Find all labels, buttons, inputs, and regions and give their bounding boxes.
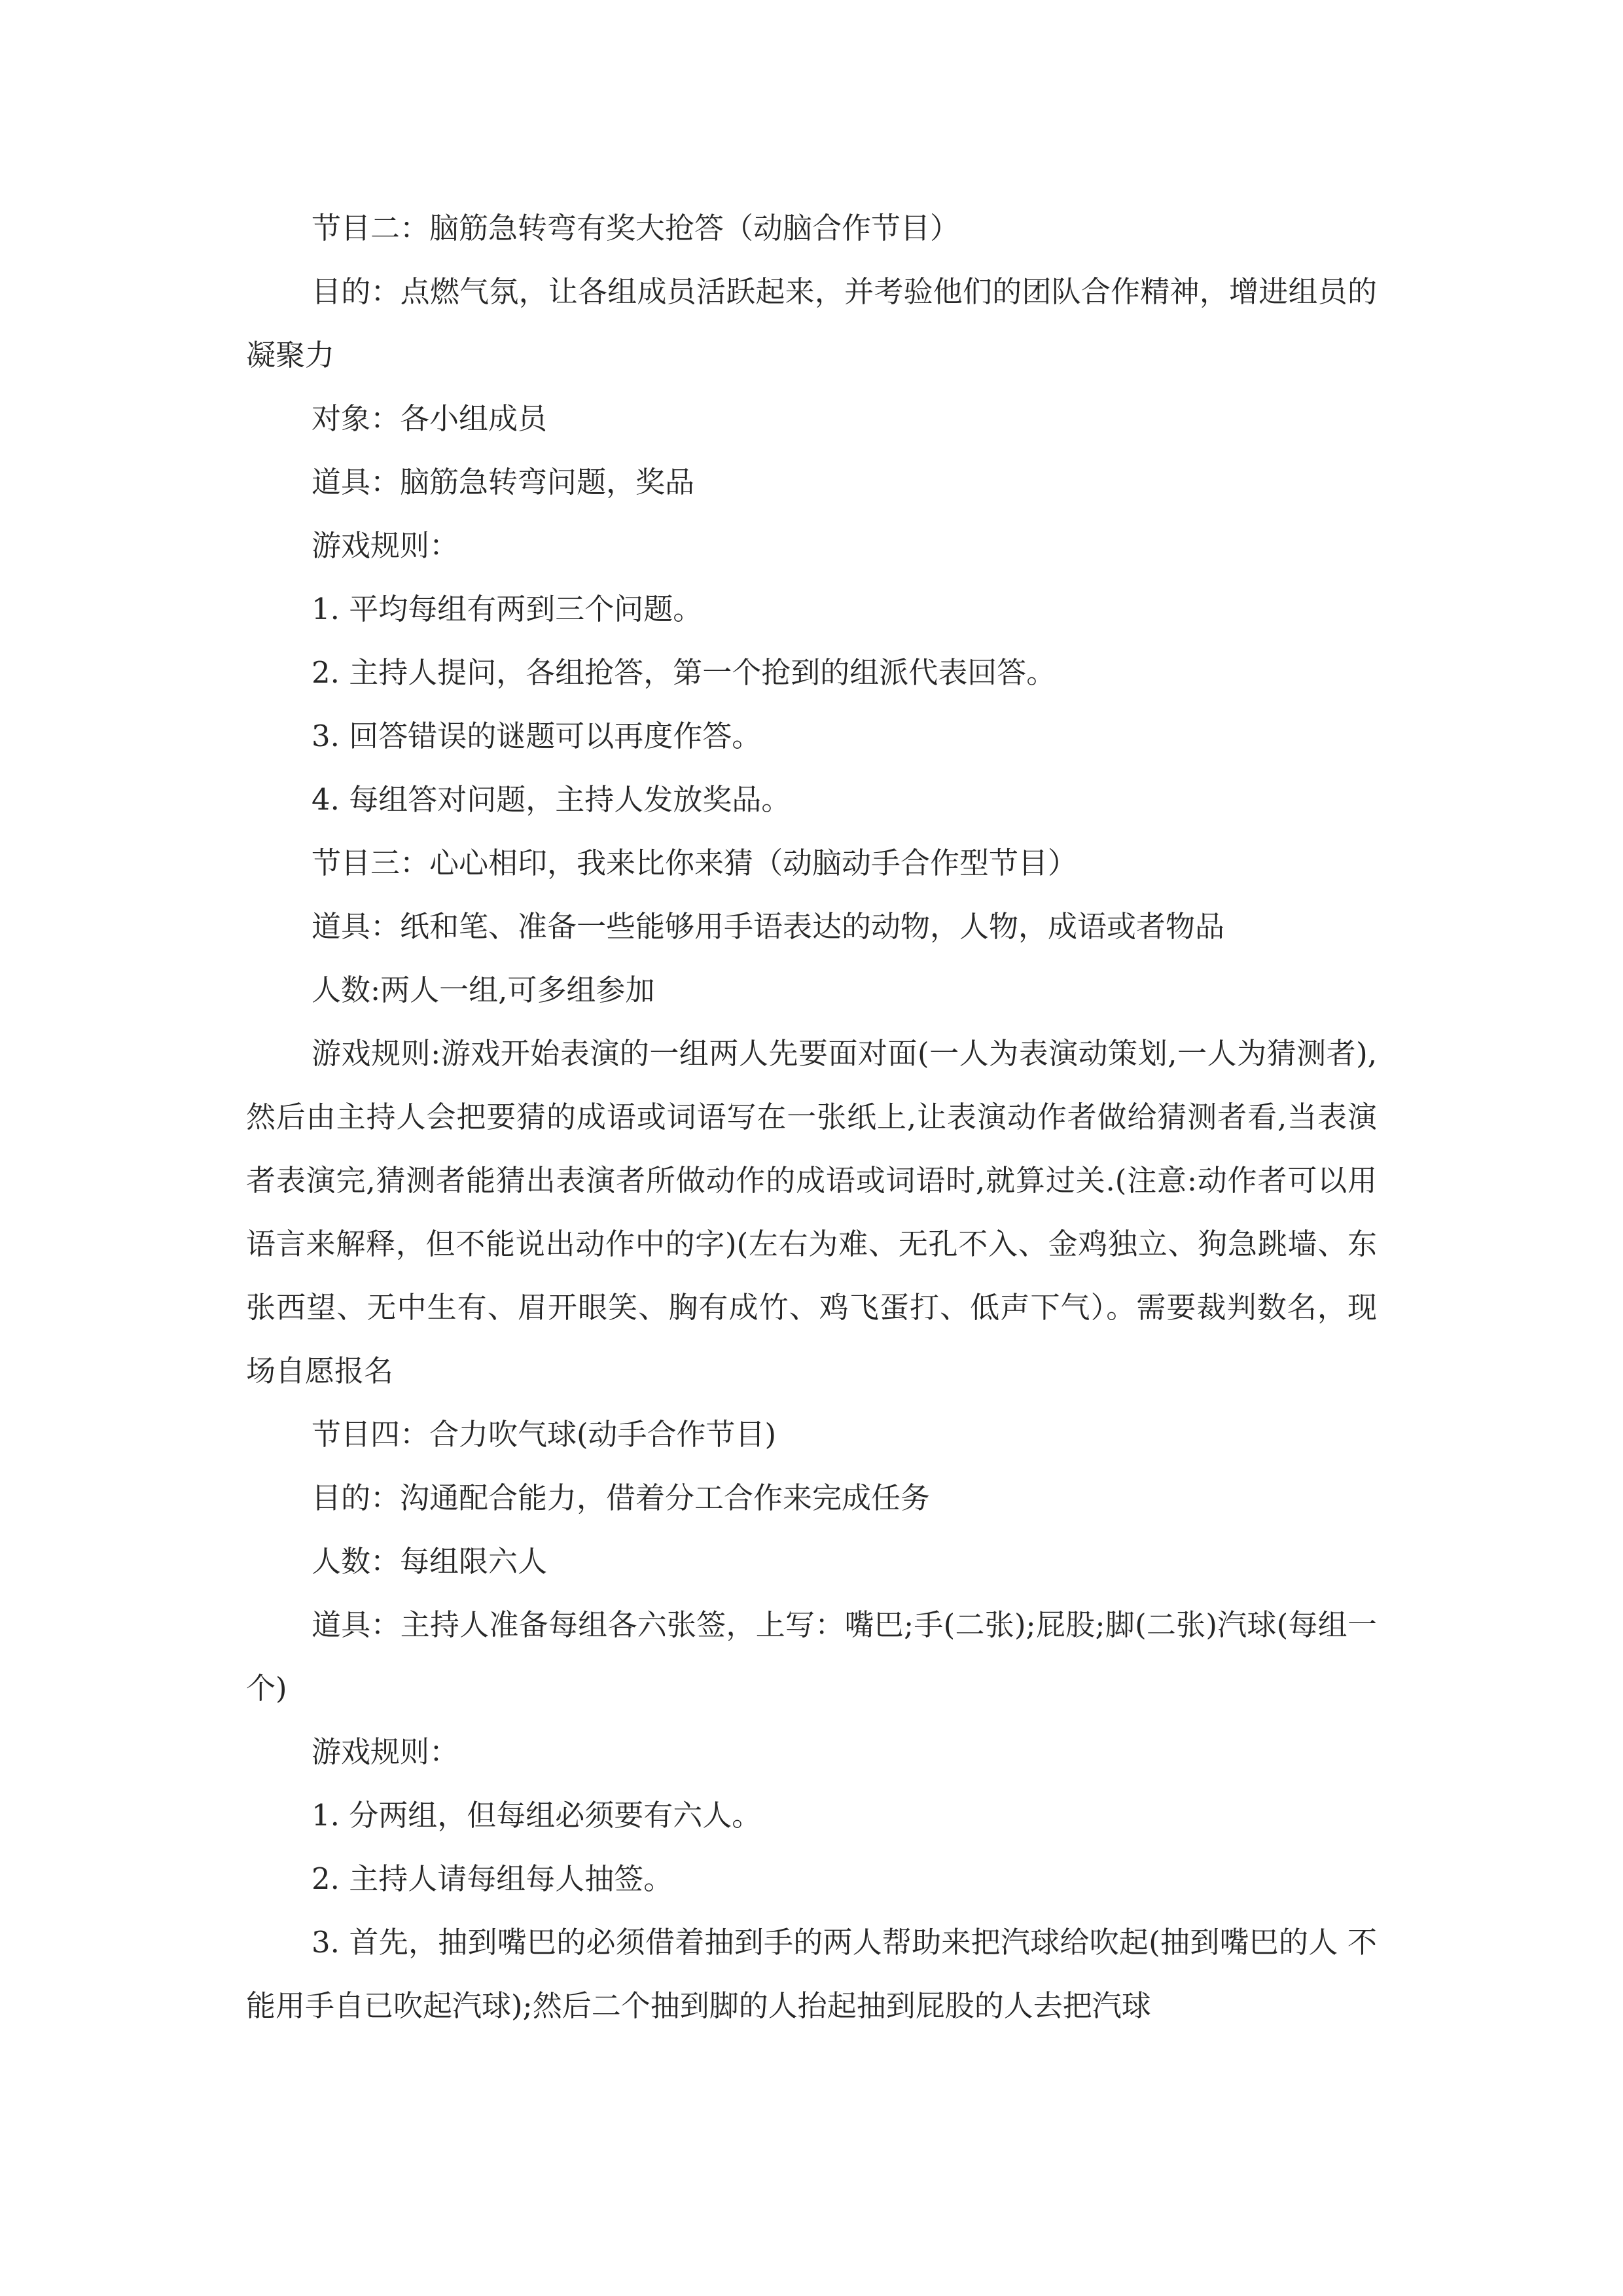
rule-item: 4. 每组答对问题，主持人发放奖品。 xyxy=(312,782,791,817)
rule-item: 2. 主持人请每组每人抽签。 xyxy=(312,1861,673,1896)
section-heading-program-4: 节目四：合力吹气球(动手合作节目) xyxy=(312,1417,777,1452)
rule-item: 2. 主持人提问，各组抢答，第一个抢到的组派代表回答。 xyxy=(312,655,1056,690)
section-heading-program-2: 节目二：脑筋急转弯有奖大抢答（动脑合作节目） xyxy=(312,211,960,245)
target-paragraph: 对象：各小组成员 xyxy=(312,401,548,436)
props-paragraph: 道具：脑筋急转弯问题，奖品 xyxy=(312,465,695,499)
purpose-paragraph: 目的：沟通配合能力，借着分工合作来完成任务 xyxy=(312,1480,931,1515)
document-body xyxy=(246,196,1377,2037)
section-heading-program-3: 节目三：心心相印，我来比你来猜（动脑动手合作型节目） xyxy=(312,846,1078,880)
props-paragraph: 道具：主持人准备每组各六张签，上写：嘴巴;手(二张);屁股;脚(二张)汽球(每组一个) xyxy=(246,1607,1377,1706)
rules-heading: 游戏规则： xyxy=(312,528,459,563)
rule-item: 1. 分两组，但每组必须要有六人。 xyxy=(312,1798,762,1833)
headcount-paragraph: 人数：每组限六人 xyxy=(312,1544,548,1579)
rule-item: 1. 平均每组有两到三个问题。 xyxy=(312,592,703,626)
rule-item: 3. 回答错误的谜题可以再度作答。 xyxy=(312,719,762,753)
rules-paragraph: 游戏规则:游戏开始表演的一组两人先要面对面(一人为表演动策划,一人为猜测者),然后由主持人会把要猜的成语或词语写在一张纸上,让表演动作者做给猜测者看,当表演者表演完,猜测者能猜出表演者所做动作的成语或词语时,就算过关.(注意:动作者可以用语言来解释，但不能说出动作中的字)(左右为难、无孔不入、金鸡独立、狗急跳墙、东张西望、无中生有、眉开眼笑、胸有成竹、鸡飞蛋打、低声下气）。需要裁判数名，现场自愿报名 xyxy=(246,1036,1377,1388)
rule-item: 3. 首先，抽到嘴巴的必须借着抽到手的两人帮助来把汽球给吹起(抽到嘴巴的人 不能用手自已吹起汽球);然后二个抽到脚的人抬起抽到屁股的人去把汽球 xyxy=(246,1925,1377,2023)
props-paragraph: 道具：纸和笔、准备一些能够用手语表达的动物，人物，成语或者物品 xyxy=(312,909,1225,944)
purpose-paragraph: 目的：点燃气氛，让各组成员活跃起来，并考验他们的团队合作精神，增进组员的凝聚力 xyxy=(246,274,1377,372)
headcount-paragraph: 人数:两人一组,可多组参加 xyxy=(312,973,655,1007)
rules-heading: 游戏规则： xyxy=(312,1734,459,1769)
